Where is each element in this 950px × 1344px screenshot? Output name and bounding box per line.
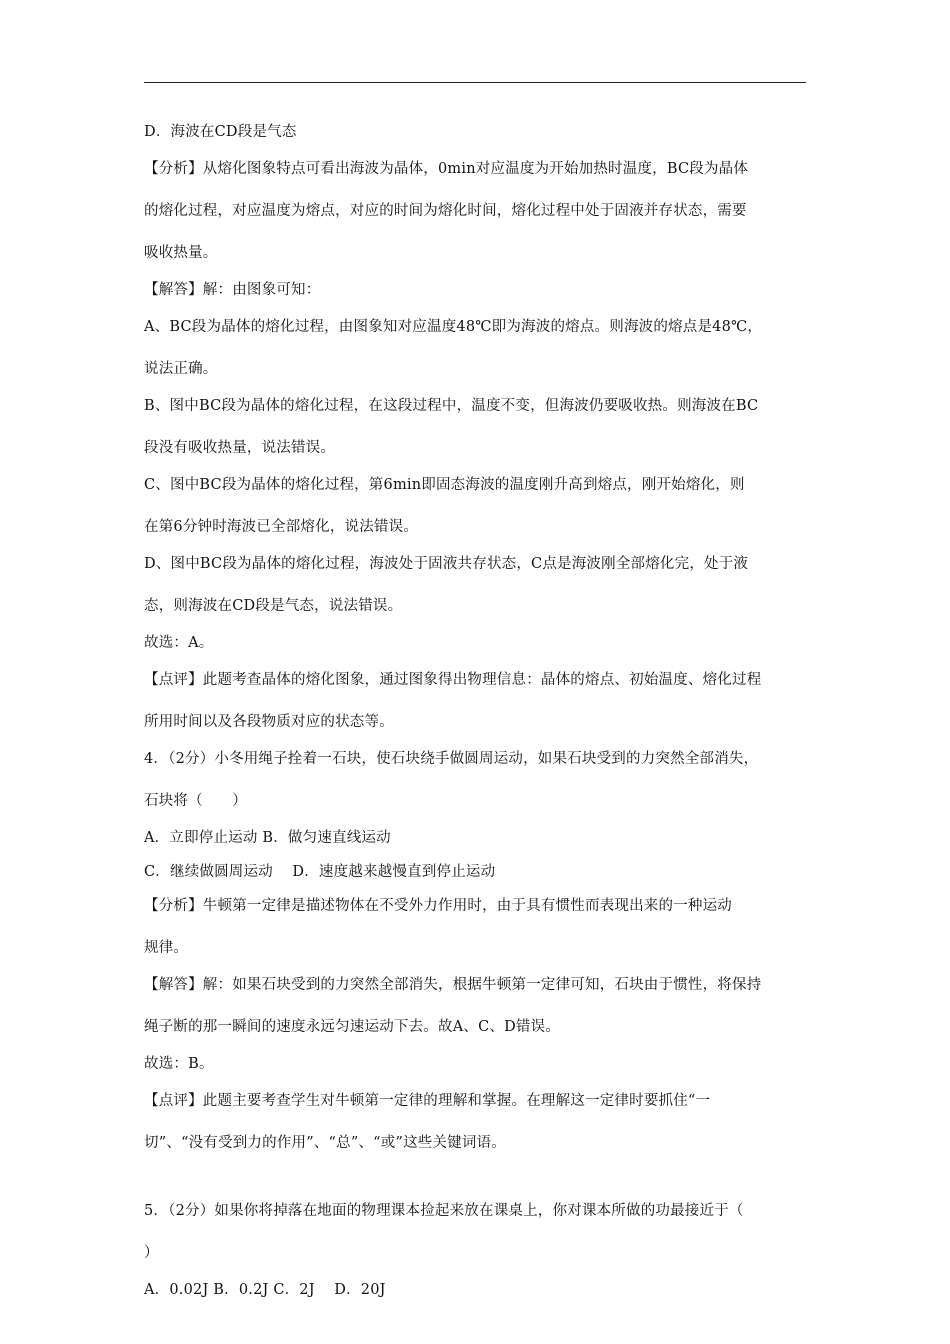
q3-analysis-line-2: 的熔化过程，对应温度为熔点，对应的时间为熔化时间，熔化过程中处于固液并存状态，需要 <box>144 203 747 219</box>
q5-question-line-1: 5．（2分）如果你将掉落在地面的物理课本捡起来放在课桌上，你对课本所做的功最接近于（ <box>144 1203 744 1219</box>
q3-answer-heading: 【解答】解：由图象可知： <box>144 282 321 298</box>
q4-comment-line-2: 切”、“没有受到力的作用”、“总”、“或”这些关键词语。 <box>144 1135 506 1151</box>
q4-comment-line-1: 【点评】此题主要考查学生对牛顿第一定律的理解和掌握。在理解这一定律时要抓住“一 <box>144 1093 711 1109</box>
q3-comment-line-2: 所用时间以及各段物质对应的状态等。 <box>144 714 394 730</box>
q4-answer-line-1: 【解答】解：如果石块受到的力突然全部消失，根据牛顿第一定律可知，石块由于惯性，将保持 <box>144 977 762 993</box>
q3-choice: 故选：A。 <box>144 635 214 651</box>
q4-question-line-1: 4．（2分）小冬用绳子拴着一石块，使石块绕手做圆周运动，如果石块受到的力突然全部消失， <box>144 751 759 767</box>
q3-answer-d-line-1: D、图中BC段为晶体的熔化过程，海波处于固液共存状态，C点是海波刚全部熔化完，处于液 <box>144 556 749 572</box>
q5-options: A．0.02J B．0.2J C．2J D．20J <box>144 1282 386 1298</box>
q4-answer-line-2: 绳子断的那一瞬间的速度永远匀速运动下去。故A、C、D错误。 <box>144 1019 560 1035</box>
q3-option-d: D．海波在CD段是气态 <box>144 124 297 140</box>
q3-answer-a-line-1: A、BC段为晶体的熔化过程，由图象知对应温度48℃即为海波的熔点。则海波的熔点是48℃， <box>144 319 763 335</box>
q3-answer-d-line-2: 态，则海波在CD段是气态，说法错误。 <box>144 598 403 614</box>
q3-answer-c-line-2: 在第6分钟时海波已全部熔化，说法错误。 <box>144 519 419 535</box>
q3-analysis-line-1: 【分析】从熔化图象特点可看出海波为晶体，0min对应温度为开始加热时温度，BC段为晶体 <box>144 161 749 177</box>
q3-answer-b-line-2: 段没有吸收热量，说法错误。 <box>144 440 336 456</box>
document-body <box>144 122 814 1300</box>
q3-comment-line-1: 【点评】此题考查晶体的熔化图象，通过图象得出物理信息：晶体的熔点、初始温度、熔化过程 <box>144 672 762 688</box>
header-rule <box>144 82 806 83</box>
q4-options-cd: C．继续做圆周运动 D．速度越来越慢直到停止运动 <box>144 864 496 880</box>
q3-answer-a-line-2: 说法正确。 <box>144 361 218 377</box>
q4-options-ab: A．立即停止运动 B．做匀速直线运动 <box>144 830 391 846</box>
q5-question-line-2: ） <box>144 1245 159 1261</box>
q3-answer-b-line-1: B、图中BC段为晶体的熔化过程，在这段过程中，温度不变，但海波仍要吸收热。则海波在BC <box>144 398 759 414</box>
q4-analysis-line-2: 规律。 <box>144 940 189 956</box>
q3-analysis-line-3: 吸收热量。 <box>144 245 218 261</box>
q4-question-line-2: 石块将（ ） <box>144 793 247 809</box>
q4-analysis-line-1: 【分析】牛顿第一定律是描述物体在不受外力作用时，由于具有惯性而表现出来的一种运动 <box>144 898 732 914</box>
q3-answer-c-line-1: C、图中BC段为晶体的熔化过程，第6min即固态海波的温度刚升高到熔点，刚开始熔化，则 <box>144 477 745 493</box>
q4-choice: 故选：B。 <box>144 1056 214 1072</box>
